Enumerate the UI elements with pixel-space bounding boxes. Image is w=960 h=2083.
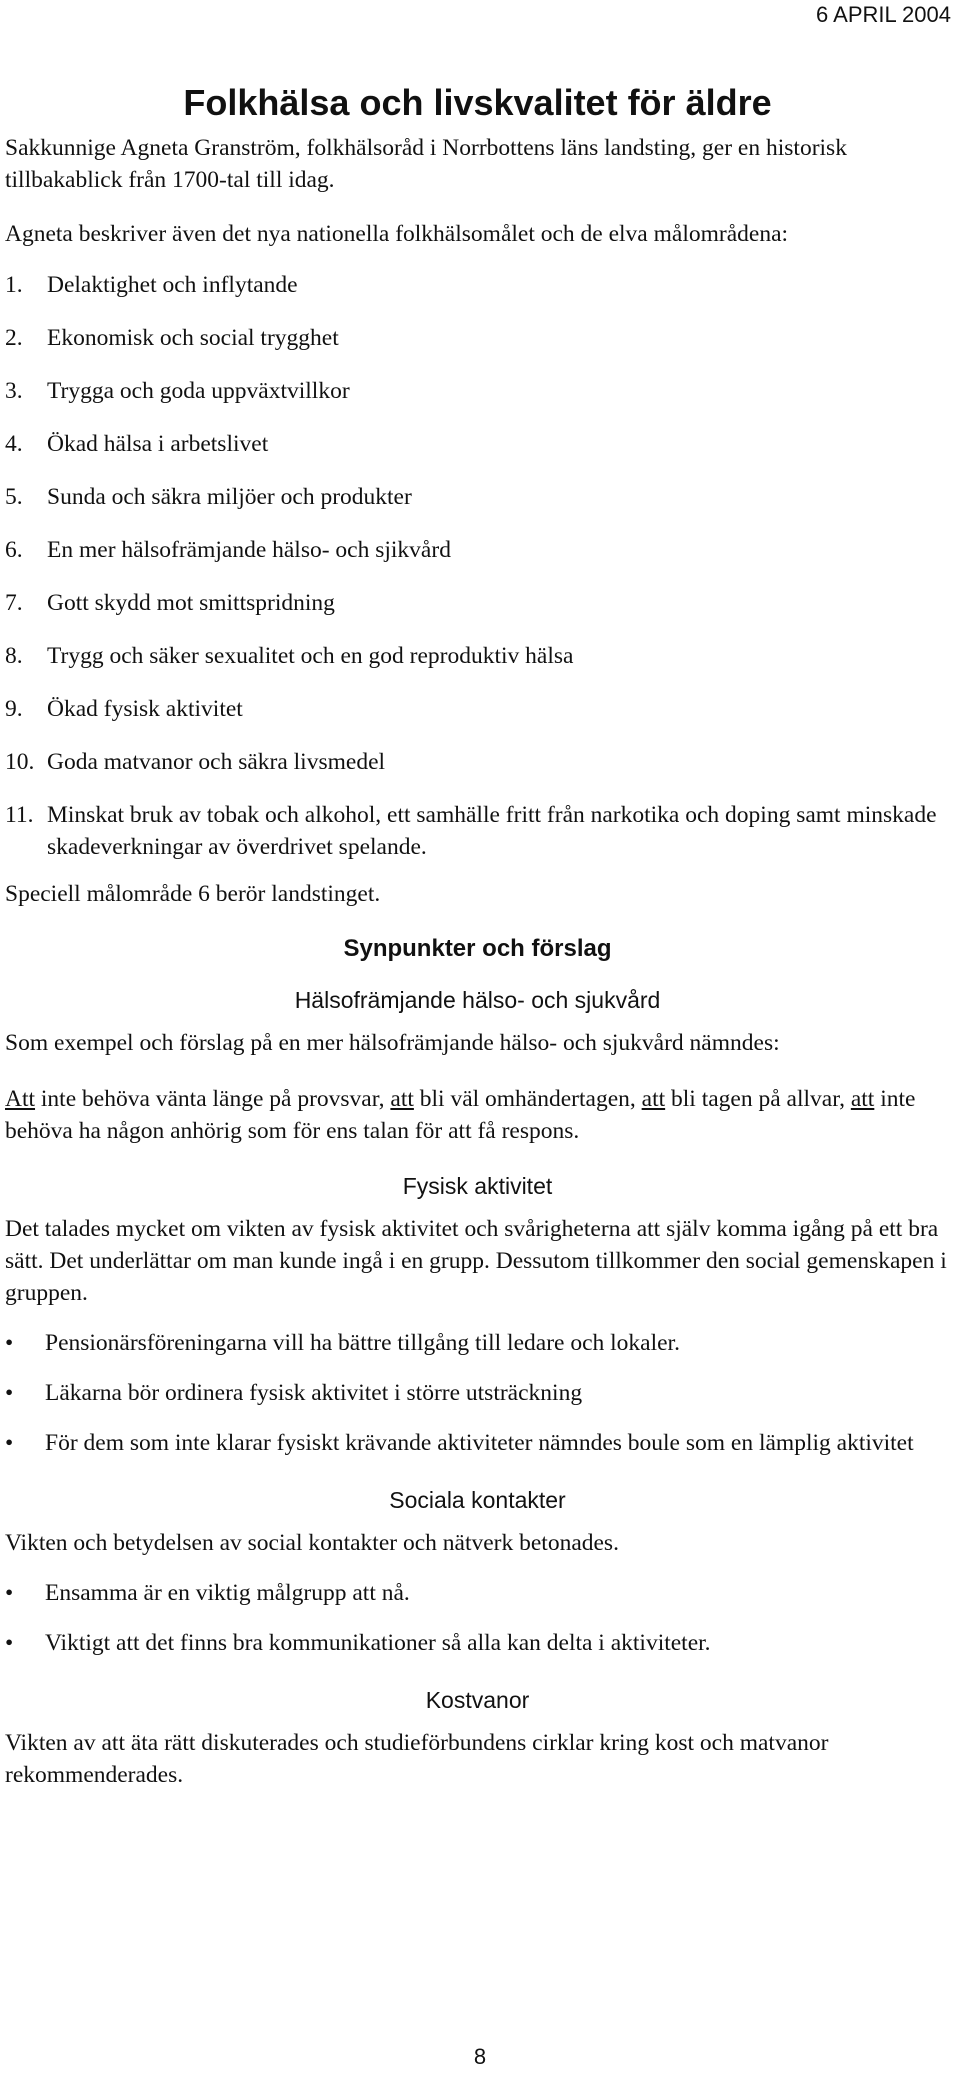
list-text: En mer hälsofrämjande hälso- och sjikvård: [47, 537, 451, 563]
list-text: Minskat bruk av tobak och alkohol, ett samhälle fritt från narkotika och doping samt minskade skadeverkningar av överdrivet spelande.: [47, 802, 937, 860]
bullet-item: [5, 1577, 950, 1609]
physical-activity-bullets: [5, 1327, 950, 1459]
list-item: [5, 322, 950, 354]
bullet-icon: •: [5, 1580, 14, 1606]
text-segment: bli väl omhändertagen,: [413, 1086, 642, 1112]
list-item: [5, 587, 950, 619]
bullet-text: Viktigt att det finns bra kommunikationer så alla kan delta i aktiviteter.: [45, 1630, 711, 1656]
diet-heading: Kostvanor: [425, 1687, 530, 1713]
bullet-text: Läkarna bör ordinera fysisk aktivitet i större utsträckning: [45, 1380, 583, 1406]
bullet-icon: •: [5, 1630, 14, 1656]
bullet-text: Pensionärsföreningarna vill ha bättre tillgång till ledare och lokaler.: [45, 1330, 680, 1356]
bullet-text: För dem som inte klarar fysiskt krävande aktiviteter nämndes boule som en lämplig aktivitet: [45, 1430, 914, 1456]
physical-activity-heading: Fysisk aktivitet: [402, 1173, 553, 1199]
intro-paragraph-1: Sakkunnige Agneta Granström, folkhälsoråd i Norrbottens läns landsting, ger en historisk tillbakablick från 1700-tal till idag.: [5, 135, 847, 193]
list-item: [5, 428, 950, 460]
list-number: 6.: [5, 537, 23, 563]
bullet-icon: •: [5, 1430, 14, 1456]
intro-paragraph-2: Agneta beskriver även det nya nationella folkhälsomålet och de elva målområdena:: [5, 221, 789, 247]
list-number: 2.: [5, 325, 23, 351]
list-item: [5, 534, 950, 566]
list-item: [5, 269, 950, 301]
list-text: Goda matvanor och säkra livsmedel: [47, 749, 386, 775]
health-care-paragraph: Som exempel och förslag på en mer hälsofrämjande hälso- och sjukvård nämndes:: [5, 1030, 780, 1056]
bullet-icon: •: [5, 1330, 14, 1356]
bullet-text: Ensamma är en viktig målgrupp att nå.: [45, 1580, 410, 1606]
bullet-item: [5, 1627, 950, 1659]
list-number: 5.: [5, 484, 23, 510]
list-item: [5, 746, 950, 778]
list-item: [5, 640, 950, 672]
list-text: Trygga och goda uppväxtvillkor: [47, 378, 350, 404]
bullet-icon: •: [5, 1380, 14, 1406]
list-item: [5, 693, 950, 725]
bullet-item: [5, 1327, 950, 1359]
bullet-item: [5, 1377, 950, 1409]
list-number: 1.: [5, 272, 23, 298]
list-text: Ökad hälsa i arbetslivet: [47, 431, 269, 457]
bullet-item: [5, 1427, 950, 1459]
section-title: Synpunkter och förslag: [343, 935, 612, 962]
document-title: Folkhälsa och livskvalitet för äldre: [183, 82, 772, 123]
document-body: [5, 80, 950, 1815]
list-text: Delaktighet och inflytande: [47, 272, 298, 298]
list-number: 10.: [5, 749, 35, 775]
underlined-word: att: [390, 1086, 414, 1112]
list-text: Gott skydd mot smittspridning: [47, 590, 335, 616]
social-contacts-heading: Sociala kontakter: [389, 1487, 566, 1513]
list-number: 3.: [5, 378, 23, 404]
list-number: 4.: [5, 431, 23, 457]
underlined-word: att: [641, 1086, 666, 1112]
diet-paragraph: Vikten av att äta rätt diskuterades och studieförbundens cirklar kring kost och matvanor rekommenderades.: [5, 1730, 829, 1788]
health-care-list-paragraph: [5, 1083, 950, 1147]
text-segment: bli tagen på allvar,: [665, 1086, 851, 1112]
list-text: Trygg och säker sexualitet och en god reproduktiv hälsa: [47, 643, 574, 669]
list-number: 7.: [5, 590, 23, 616]
text-segment: inte behöva vänta länge på provsvar,: [35, 1086, 391, 1112]
list-number: 11.: [5, 802, 34, 828]
special-note: Speciell målområde 6 berör landstinget.: [5, 881, 381, 907]
header-date: 6 APRIL 2004: [816, 2, 951, 27]
list-item: [5, 799, 950, 863]
list-number: 8.: [5, 643, 23, 669]
underlined-word: att: [850, 1086, 875, 1112]
list-item: [5, 481, 950, 513]
list-item: [5, 375, 950, 407]
underlined-word: Att: [5, 1086, 36, 1112]
goals-list: [5, 269, 950, 863]
social-contacts-bullets: [5, 1577, 950, 1659]
page-number: 8: [473, 2044, 487, 2069]
physical-activity-paragraph: Det talades mycket om vikten av fysisk aktivitet och svårigheterna att själv komma igång på ett bra sätt. Det underlättar om man kunde ingå i en grupp. Dessutom tillkommer den social gemenskapen i gruppen.: [5, 1216, 947, 1306]
list-number: 9.: [5, 696, 23, 722]
health-care-heading: Hälsofrämjande hälso- och sjukvård: [294, 987, 661, 1013]
social-contacts-paragraph: Vikten och betydelsen av social kontakter och nätverk betonades.: [5, 1530, 619, 1556]
text-segment: inte behöva ha någon anhörig som för ens talan för att få respons.: [5, 1086, 916, 1144]
list-text: Ekonomisk och social trygghet: [47, 325, 339, 351]
list-text: Sunda och säkra miljöer och produkter: [47, 484, 412, 510]
list-text: Ökad fysisk aktivitet: [47, 696, 243, 722]
